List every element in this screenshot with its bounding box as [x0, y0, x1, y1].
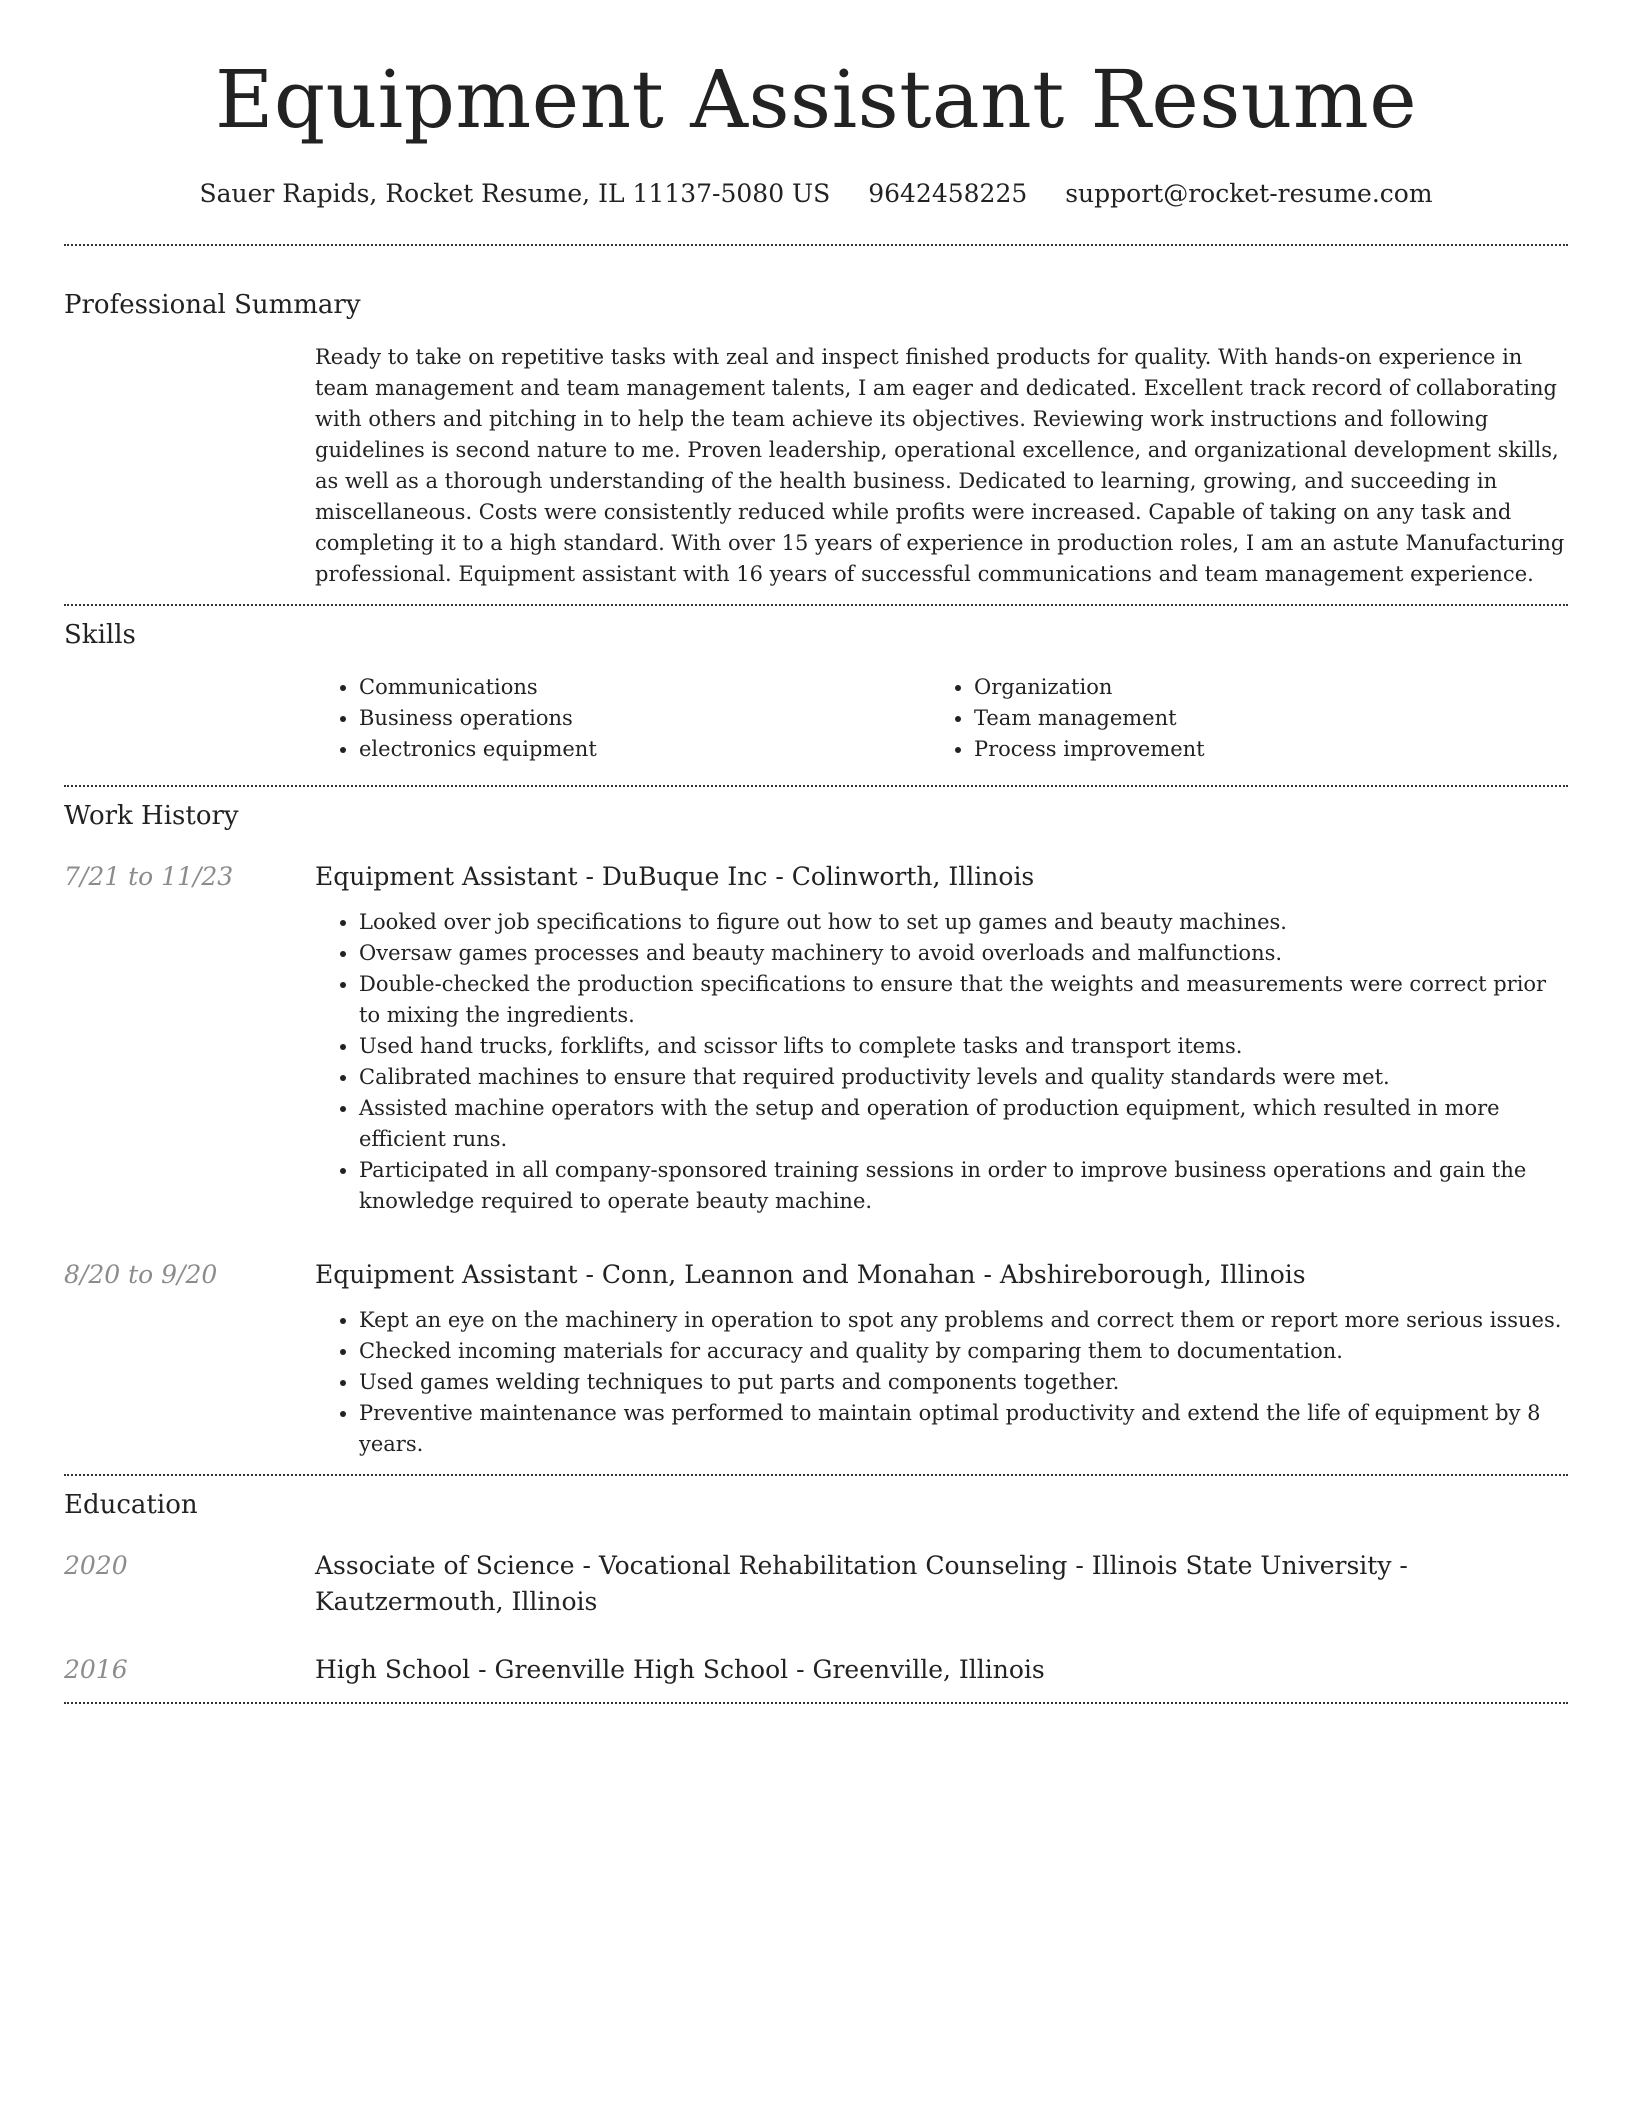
education-detail: Associate of Science - Vocational Rehabilitation Counseling - Illinois State University - Kautzermouth, Illinois: [315, 1551, 1408, 1616]
job-dates: 8/20 to 9/20: [64, 1260, 218, 1289]
job-duty: • Preventive maintenance was performed to maintain optimal productivity and extend the life of equipment by 8 years.: [359, 1398, 1568, 1460]
work-section: [64, 799, 1568, 1474]
skill-item: • Team management: [974, 703, 1545, 734]
skill-item: • Organization: [974, 672, 1545, 703]
education-detail: High School - Greenville High School - Greenville, Illinois: [315, 1655, 1045, 1684]
skills-column-left: [315, 672, 930, 765]
job-duty: • Checked incoming materials for accuracy and quality by comparing them to documentation.: [359, 1336, 1568, 1367]
summary-divider: [64, 604, 1568, 606]
education-divider: [64, 1702, 1568, 1704]
job-duties: [315, 907, 1568, 1217]
job-duty: • Participated in all company-sponsored training sessions in order to improve business operations and gain the knowledge required to operate beauty machine.: [359, 1155, 1568, 1217]
job-duty: • Oversaw games processes and beauty machinery to avoid overloads and malfunctions.: [359, 938, 1568, 969]
contact-address: Sauer Rapids, Rocket Resume, IL 11137-5080 US: [199, 179, 831, 208]
skills-heading: Skills: [64, 620, 136, 650]
education-heading: Education: [64, 1490, 198, 1520]
job-duty: • Double-checked the production specifications to ensure that the weights and measurements were correct prior to mixing the ingredients.: [359, 969, 1568, 1031]
skills-grid: [315, 672, 1568, 771]
skill-item: • electronics equipment: [359, 734, 930, 765]
skills-divider: [64, 785, 1568, 787]
job-entry: [64, 1257, 1568, 1460]
job-duty: • Used games welding techniques to put parts and components together.: [359, 1367, 1568, 1398]
education-year: 2016: [64, 1655, 128, 1684]
job-duty: • Used hand trucks, forklifts, and scissor lifts to complete tasks and transport items.: [359, 1031, 1568, 1062]
contact-email: support@rocket-resume.com: [1065, 179, 1433, 208]
work-divider: [64, 1474, 1568, 1476]
summary-section: [64, 288, 1568, 604]
job-duty: • Kept an eye on the machinery in operation to spot any problems and correct them or report more serious issues.: [359, 1305, 1568, 1336]
job-duty: • Calibrated machines to ensure that required productivity levels and quality standards were met.: [359, 1062, 1568, 1093]
contact-line: [64, 178, 1568, 210]
job-content: [315, 859, 1568, 1217]
job-duty: • Assisted machine operators with the setup and operation of production equipment, which resulted in more efficient runs.: [359, 1093, 1568, 1155]
resume-title: Equipment Assistant Resume: [214, 53, 1418, 146]
job-content: [315, 1257, 1568, 1460]
work-heading: Work History: [64, 801, 239, 831]
skills-section: [64, 618, 1568, 785]
skill-item: • Business operations: [359, 703, 930, 734]
job-heading: Equipment Assistant - DuBuque Inc - Colinworth, Illinois: [315, 862, 1035, 891]
skill-item: • Communications: [359, 672, 930, 703]
job-entry: [64, 859, 1568, 1217]
resume-header: [64, 0, 1568, 210]
education-entry: [64, 1652, 1568, 1688]
education-year: 2020: [64, 1551, 128, 1580]
header-divider: [64, 244, 1568, 246]
education-entry: [64, 1548, 1568, 1620]
contact-phone: 9642458225: [868, 179, 1028, 208]
job-dates: 7/21 to 11/23: [64, 862, 234, 891]
summary-heading: Professional Summary: [64, 290, 361, 320]
job-duties: [315, 1305, 1568, 1460]
job-duty: • Looked over job specifications to figure out how to set up games and beauty machines.: [359, 907, 1568, 938]
job-heading: Equipment Assistant - Conn, Leannon and Monahan - Abshireborough, Illinois: [315, 1260, 1306, 1289]
education-section: [64, 1488, 1568, 1702]
skill-item: • Process improvement: [974, 734, 1545, 765]
skills-column-right: [930, 672, 1545, 765]
summary-text: Ready to take on repetitive tasks with zeal and inspect finished products for quality. With hands-on experience in team management and team management talents, I am eager and dedicated. Excellent track record of collaborating with others and pitching in to help the team achieve its objectives. Reviewing work instructions and following guidelines is second nature to me. Proven leadership, operational excellence, and organizational development skills, as well as a thorough understanding of the health business. Dedicated to learning, growing, and succeeding in miscellaneous. Costs were consistently reduced while profits were increased. Capable of taking on any task and completing it to a high standard. With over 15 years of experience in production roles, I am an astute Manufacturing professional. Equipment assistant with 16 years of successful communications and team management experience.: [315, 345, 1565, 586]
